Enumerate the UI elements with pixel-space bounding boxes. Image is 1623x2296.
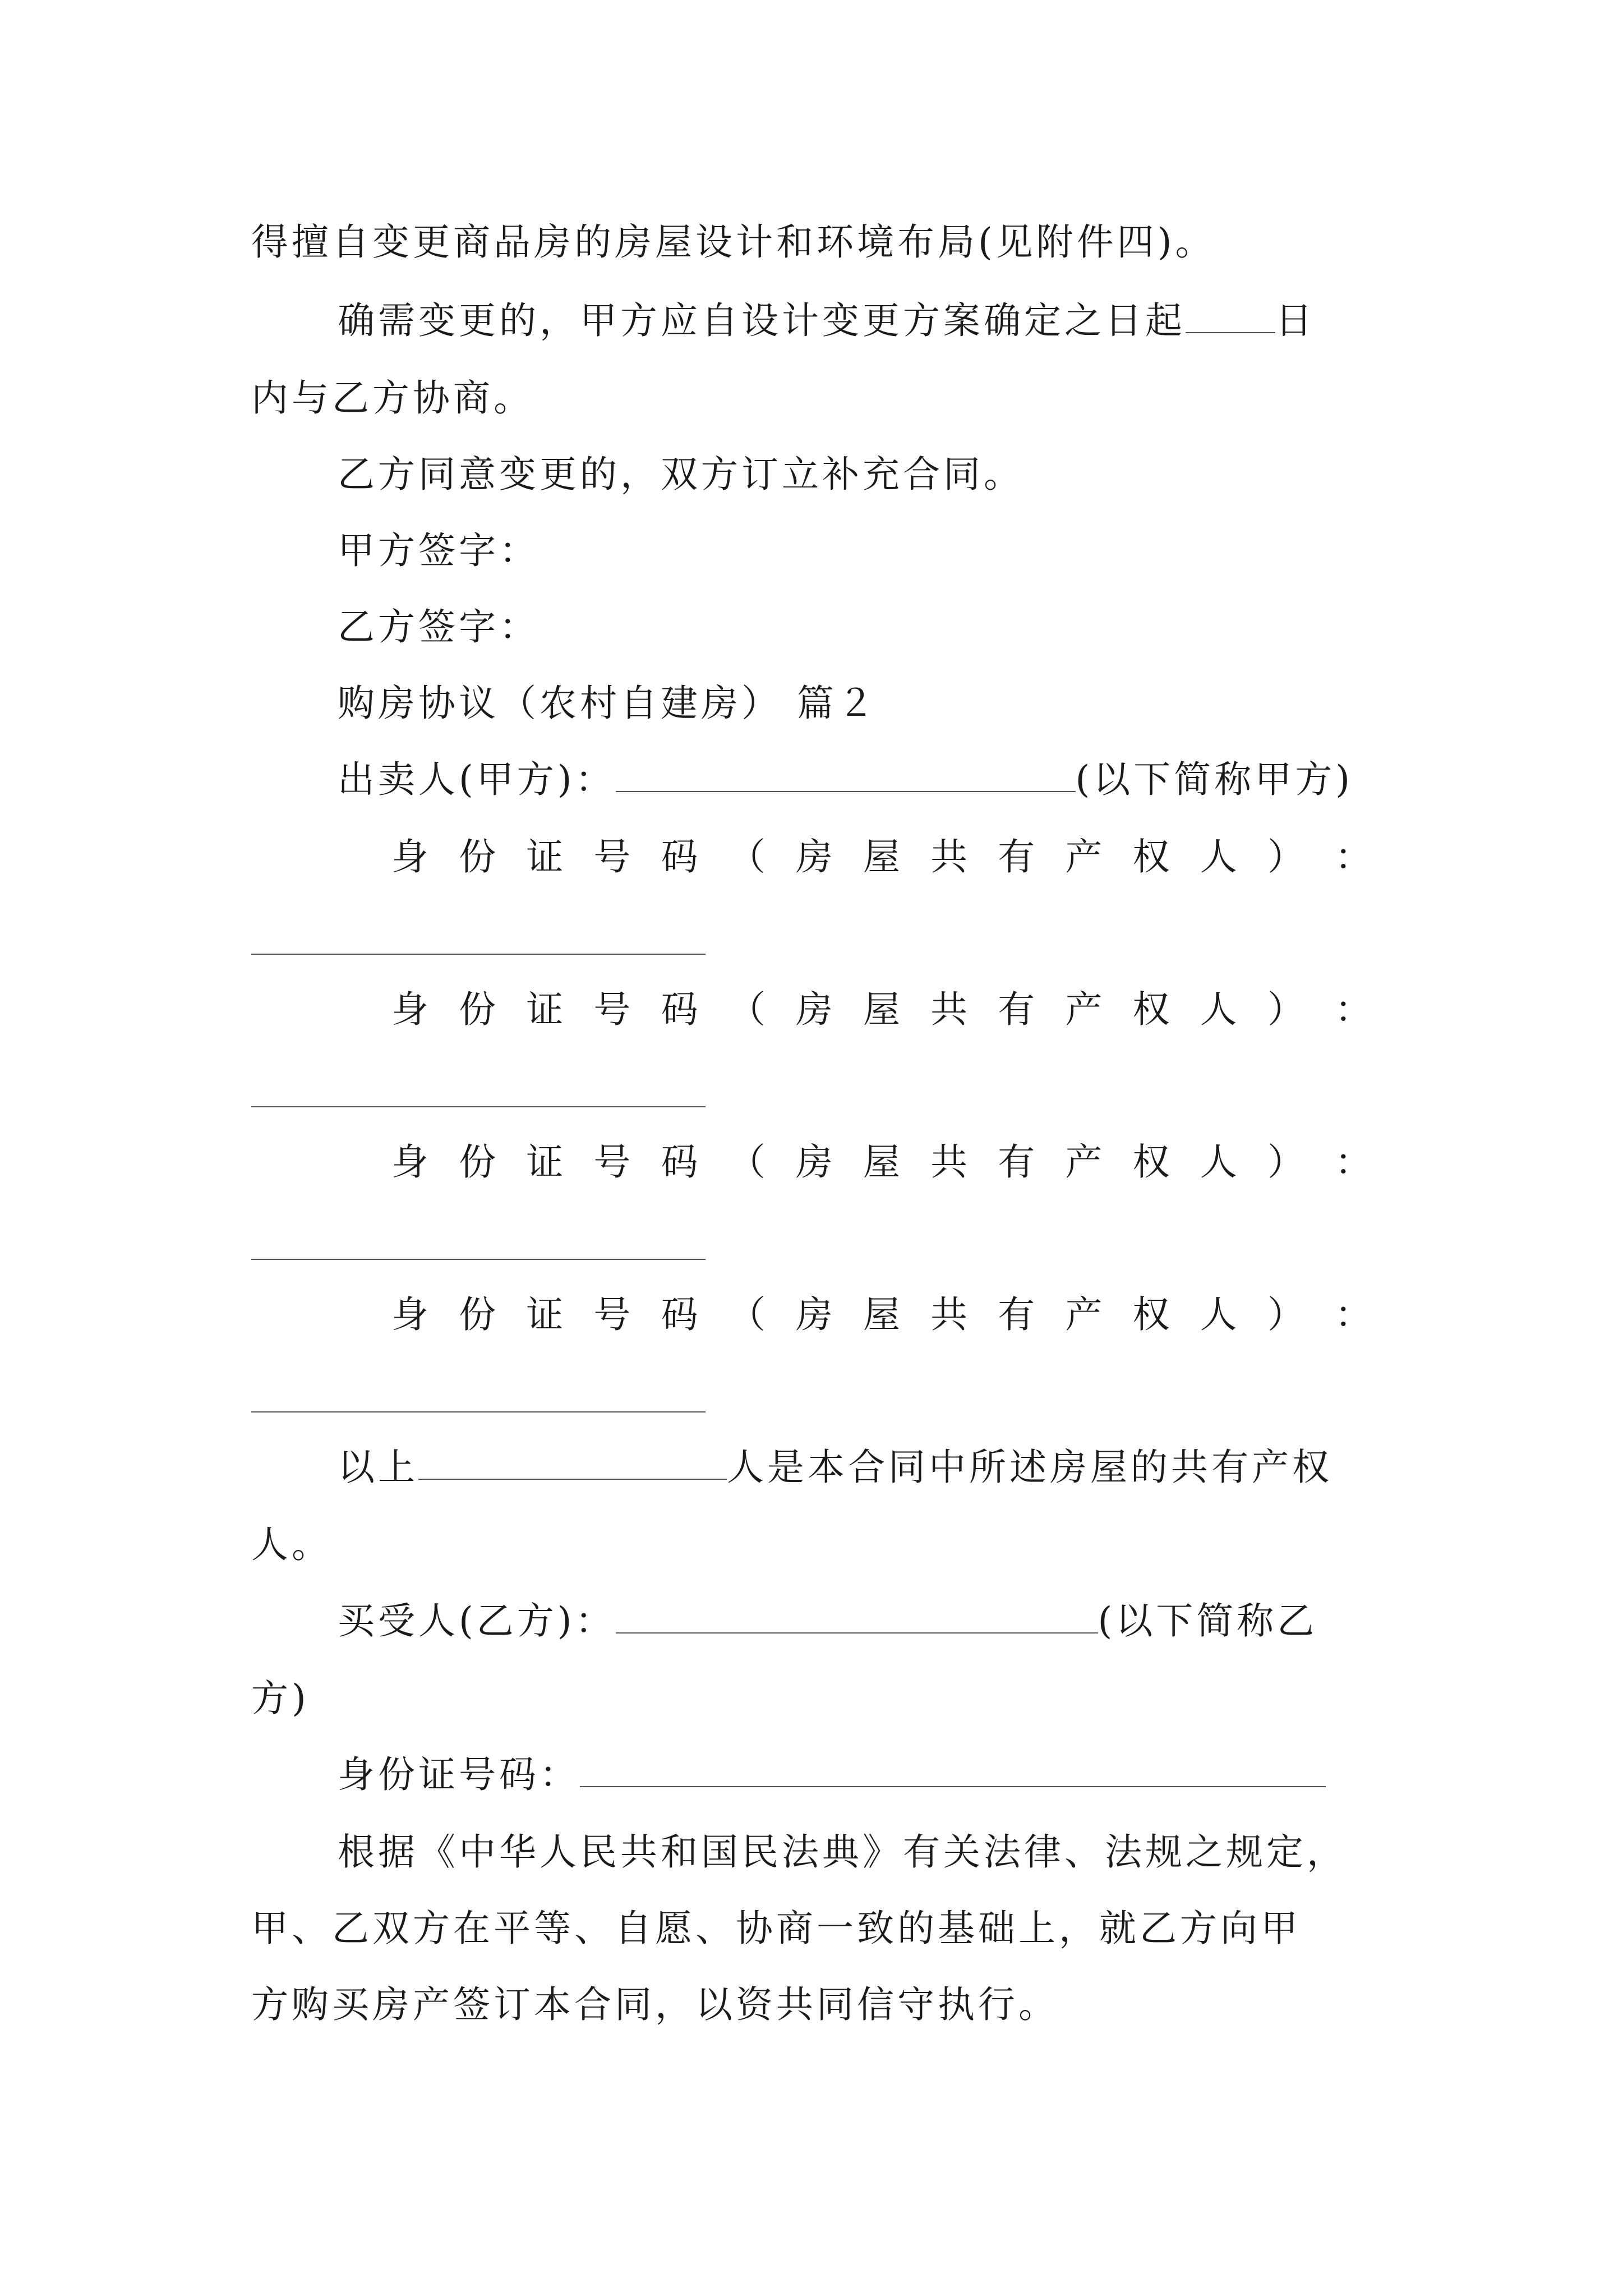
id-row-char: 码 xyxy=(661,1293,698,1336)
buyer-id-field[interactable] xyxy=(580,1754,1326,1787)
id-row-char: ） xyxy=(1267,1140,1304,1184)
id-number-row xyxy=(391,835,1372,880)
text-segment: 确需变更的，甲方应自设计变更方案确定之日起 xyxy=(338,299,1186,342)
id-row-char: 屋 xyxy=(863,988,900,1031)
id-row-char: 共 xyxy=(930,988,968,1031)
id-row-char: （ xyxy=(728,1293,766,1336)
id-row-char: 号 xyxy=(593,988,631,1031)
id-number-row xyxy=(391,987,1372,1032)
section-heading: 购房协议（农村自建房） 篇２ xyxy=(338,682,878,725)
id-row-char: 有 xyxy=(998,1140,1035,1184)
paragraph-line: 乙方同意变更的，双方订立补充合同。 xyxy=(338,453,1024,496)
id-number-row xyxy=(391,1292,1372,1337)
paragraph-line: 甲、乙双方在平等、自愿、协商一致的基础上，就乙方向甲 xyxy=(251,1907,1301,1950)
paragraph-line: 内与乙方协商。 xyxy=(251,376,534,420)
id-row-char: ： xyxy=(1334,1140,1372,1184)
id-row-char: 产 xyxy=(1065,1140,1103,1184)
id-row-char: 权 xyxy=(1132,988,1170,1031)
seller-line xyxy=(338,757,1372,802)
id-row-char: 份 xyxy=(459,988,496,1031)
paragraph-line xyxy=(338,298,1372,343)
id-row-char: 人 xyxy=(1200,1293,1237,1336)
seller-note: (以下简称甲方) xyxy=(1075,758,1353,801)
id-row-char: 房 xyxy=(795,835,833,878)
id-row-char: ： xyxy=(1334,835,1372,878)
id-row-char: 人 xyxy=(1200,988,1237,1031)
id-row-char: 共 xyxy=(930,835,968,878)
id-row-char: （ xyxy=(728,835,766,878)
seller-label: 出卖人(甲方)： xyxy=(338,758,616,801)
id-row-char: 份 xyxy=(459,835,496,878)
blank-days-field[interactable] xyxy=(1186,300,1275,333)
id-row-char: 共 xyxy=(930,1293,968,1336)
signature-line-party-b: 乙方签字： xyxy=(338,605,540,648)
id-row-char: 证 xyxy=(526,988,564,1031)
id-row-char: ） xyxy=(1267,988,1304,1031)
signature-line-party-a: 甲方签字： xyxy=(338,529,540,572)
seller-name-field[interactable] xyxy=(616,758,1076,792)
id-row-char: 产 xyxy=(1065,835,1103,878)
id-row-char: 共 xyxy=(930,1140,968,1184)
id-row-char: （ xyxy=(728,988,766,1031)
id-number-field[interactable] xyxy=(251,1411,706,1412)
paragraph-line: 人。 xyxy=(251,1523,332,1566)
id-row-char: ： xyxy=(1334,988,1372,1031)
buyer-id-line xyxy=(338,1752,1372,1797)
id-row-char: 房 xyxy=(795,1293,833,1336)
id-number-row xyxy=(391,1140,1372,1185)
id-row-char: 身 xyxy=(391,988,428,1031)
id-row-char: 证 xyxy=(526,1140,564,1184)
id-row-char: 房 xyxy=(795,988,833,1031)
id-row-char: 码 xyxy=(661,1140,698,1184)
buyer-id-label: 身份证号码： xyxy=(338,1753,580,1796)
id-row-char: ： xyxy=(1334,1293,1372,1336)
id-row-char: ） xyxy=(1267,1293,1304,1336)
id-row-char: 身 xyxy=(391,1293,428,1336)
buyer-label: 买受人(乙方)： xyxy=(338,1599,616,1642)
id-row-char: 证 xyxy=(526,835,564,878)
id-row-char: 号 xyxy=(593,835,631,878)
id-row-char: 码 xyxy=(661,988,698,1031)
id-row-char: 号 xyxy=(593,1140,631,1184)
paragraph-line: 方购买房产签订本合同，以资共同信守执行。 xyxy=(251,1983,1059,2026)
text-segment: 日 xyxy=(1275,299,1316,342)
id-row-char: 码 xyxy=(661,835,698,878)
paragraph-line: 方) xyxy=(251,1677,310,1720)
id-row-char: 有 xyxy=(998,988,1035,1031)
id-number-field[interactable] xyxy=(251,1259,706,1260)
id-row-char: 份 xyxy=(459,1293,496,1336)
id-row-char: 权 xyxy=(1132,1140,1170,1184)
buyer-note: (以下简称乙 xyxy=(1098,1599,1318,1642)
text-segment: 人是本合同中所述房屋的共有产权 xyxy=(727,1446,1332,1489)
id-row-char: 号 xyxy=(593,1293,631,1336)
id-number-field[interactable] xyxy=(251,954,706,955)
id-row-char: 身 xyxy=(391,1140,428,1184)
buyer-line xyxy=(338,1599,1372,1644)
buyer-name-field[interactable] xyxy=(616,1600,1098,1634)
id-row-char: 份 xyxy=(459,1140,496,1184)
paragraph-line: 根据《中华人民共和国民法典》有关法律、法规之规定， xyxy=(338,1830,1347,1874)
id-row-char: 有 xyxy=(998,1293,1035,1336)
id-row-char: 身 xyxy=(391,835,428,878)
id-row-char: 屋 xyxy=(863,835,900,878)
paragraph-line: 得擅自变更商品房的房屋设计和环境布局(见附件四)。 xyxy=(251,220,1216,264)
paragraph-line xyxy=(338,1445,1372,1490)
id-row-char: 证 xyxy=(526,1293,564,1336)
id-row-char: 屋 xyxy=(863,1293,900,1336)
id-row-char: 屋 xyxy=(863,1140,900,1184)
id-row-char: 产 xyxy=(1065,1293,1103,1336)
id-row-char: 人 xyxy=(1200,835,1237,878)
co-owner-count-field[interactable] xyxy=(418,1446,727,1480)
id-row-char: ） xyxy=(1267,835,1304,878)
id-row-char: （ xyxy=(728,1140,766,1184)
text-segment: 以上 xyxy=(338,1446,418,1489)
id-row-char: 权 xyxy=(1132,835,1170,878)
id-row-char: 有 xyxy=(998,835,1035,878)
id-row-char: 产 xyxy=(1065,988,1103,1031)
id-row-char: 人 xyxy=(1200,1140,1237,1184)
id-row-char: 房 xyxy=(795,1140,833,1184)
id-row-char: 权 xyxy=(1132,1293,1170,1336)
id-number-field[interactable] xyxy=(251,1106,706,1107)
